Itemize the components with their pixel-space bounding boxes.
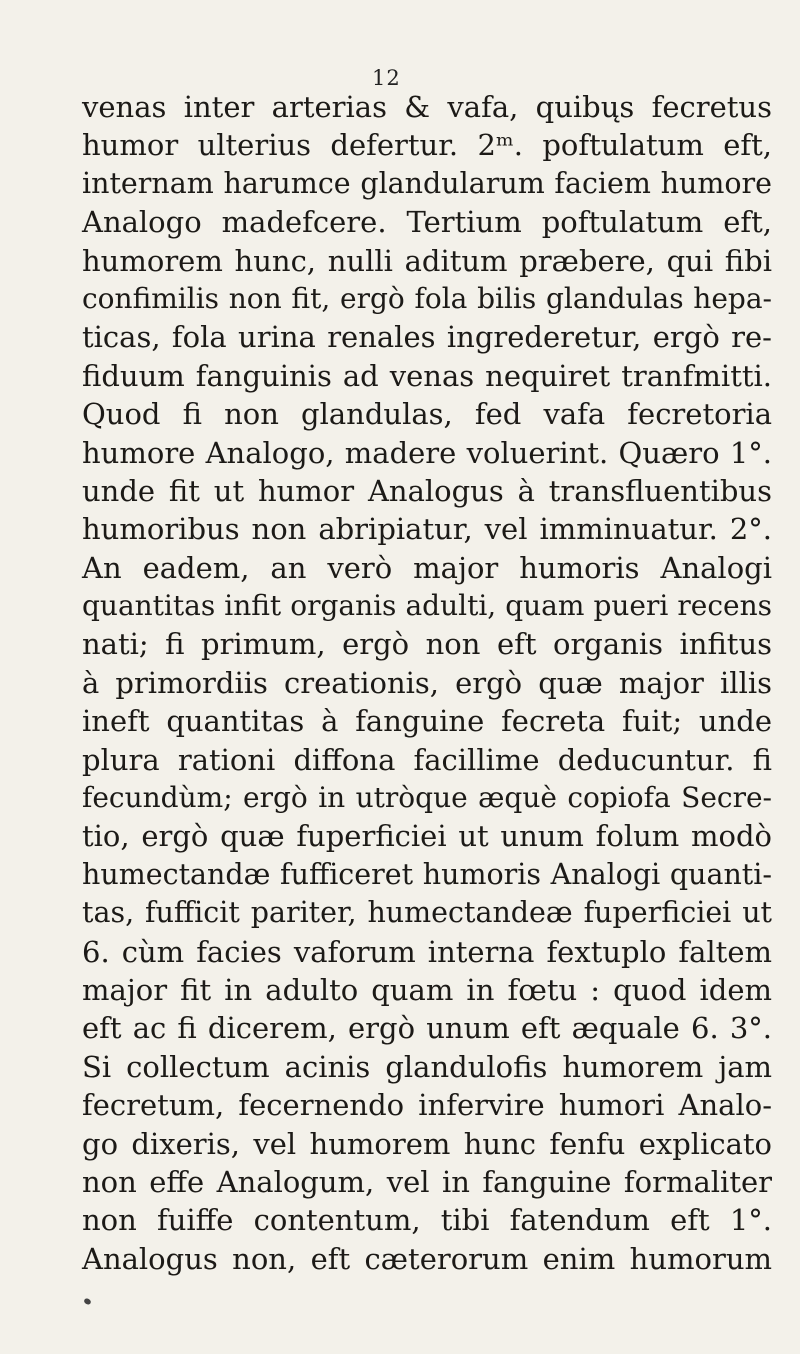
text-line-20: tio, ergò quæ fuperficiei ut unum folum modò (82, 819, 772, 854)
text-line-9: Quod fi non glandulas, fed vafa fecretoria (82, 397, 772, 432)
text-line-26: Si collectum acinis glandulofis humorem jam (82, 1049, 772, 1084)
text-line-29: non effe Analogum, vel in fanguine formaliter (82, 1164, 772, 1199)
text-line-31: Analogus non, eft cæterorum enim humorum (82, 1241, 772, 1276)
text-line-6: confimilis non fit, ergò fola bilis glandulas hepa- (82, 281, 772, 315)
text-line-3: internam harumce glandularum faciem humore (82, 166, 772, 200)
text-line-30: non fuiffe contentum, tibi fatendum eft 1°. (82, 1203, 772, 1238)
text-line-4: Analogo madefcere. Tertium poftulatum eft, (82, 205, 772, 240)
text-line-23: 6. cùm facies vaforum interna fextuplo faltem (82, 934, 772, 969)
text-line-17: ineft quantitas à fanguine fecreta fuit; unde (82, 704, 772, 739)
text-line-24: major fit in adulto quam in fœtu : quod idem (82, 972, 772, 1007)
text-line-2: humor ulterius defertur. 2ᵐ. poftulatum eft, (82, 128, 772, 163)
text-line-21: humectandæ fufficeret humoris Analogi quanti- (82, 857, 772, 891)
text-line-15: nati; fi primum, ergò non eft organis infitus (82, 627, 772, 662)
page-number: 12 (372, 66, 401, 90)
text-line-11: unde fit ut humor Analogus à transfluentibus (82, 473, 772, 508)
text-line-28: go dixeris, vel humorem hunc fenfu explicato (82, 1126, 772, 1161)
latin-text-body (82, 88, 772, 1278)
text-line-1: venas inter arterias & vafa, quibųs fecretus (82, 90, 772, 124)
text-line-7: ticas, fola urina renales ingrederetur, ergò re- (82, 320, 772, 355)
text-line-16: à primordiis creationis, ergò quæ major illis (82, 665, 772, 700)
text-line-10: humore Analogo, madere voluerint. Quæro 1°. (82, 435, 772, 470)
text-line-14: quantitas infit organis adulti, quam pueri recens (82, 589, 772, 623)
text-line-22: tas, fufficit pariter, humectandeæ fuperficiei ut (82, 896, 772, 930)
text-line-12: humoribus non abripiatur, vel imminuatur. 2°. (82, 512, 772, 547)
text-line-27: fecretum, fecernendo infervire humori Analo- (82, 1088, 772, 1123)
text-line-13: An eadem, an verò major humoris Analogi (82, 550, 772, 585)
text-line-19: fecundùm; ergò in utròque æquè copiofa Secre- (82, 781, 772, 815)
text-line-5: humorem hunc, nulli aditum præbere, qui fibi (82, 243, 772, 278)
text-line-25: eft ac fi dicerem, ergò unum eft æquale 6. 3°. (82, 1011, 772, 1046)
text-line-18: plura rationi diffona facillime deducuntur. fi (82, 742, 772, 777)
ink-spot-mark (83, 1297, 92, 1305)
text-line-8: fiduum fanguinis ad venas nequiret tranfmitti. (82, 358, 772, 393)
